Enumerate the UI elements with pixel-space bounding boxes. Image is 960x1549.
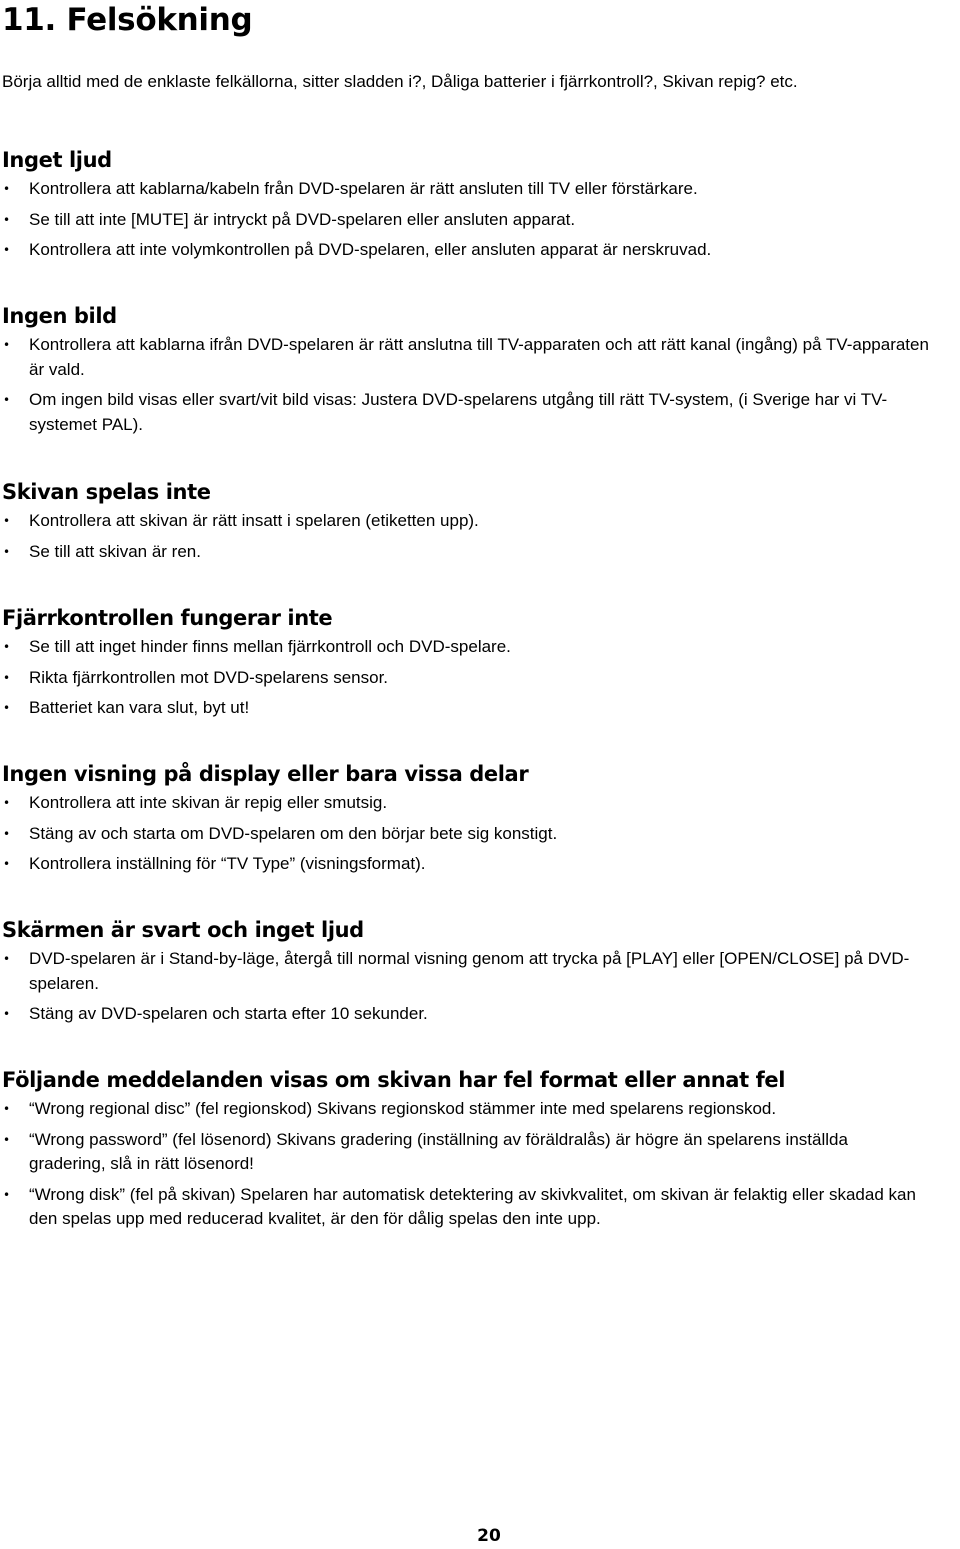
list-item (0, 333, 929, 382)
section-heading: Ingen bild (2, 304, 117, 328)
list-item (0, 947, 929, 996)
bullet-icon: • (3, 1007, 11, 1021)
bullet-list (0, 333, 960, 437)
intro-paragraph: Börja alltid med de enklaste felkällorna, sitter sladden i?, Dåliga batterier i fjärrkontroll?, Skivan repig? etc. (2, 72, 798, 91)
list-item-text: Rikta fjärrkontrollen mot DVD-spelarens sensor. (29, 667, 389, 687)
bullet-icon: • (3, 182, 11, 196)
bullet-icon: • (3, 393, 11, 407)
list-item (0, 1128, 929, 1177)
list-item (0, 208, 929, 233)
page-title: 11. Felsökning (2, 2, 253, 38)
list-item (0, 635, 929, 660)
list-item (0, 388, 929, 437)
list-item-text: Kontrollera att inte volymkontrollen på DVD-spelaren, eller ansluten apparat är nerskruvad. (29, 240, 712, 259)
section-fjarrkontrollen (0, 603, 960, 727)
bullet-icon: • (3, 826, 11, 841)
bullet-icon: • (3, 544, 11, 559)
bullet-icon: • (3, 1132, 11, 1147)
bullet-list (0, 1097, 960, 1232)
list-item-text: Kontrollera att inte skivan är repig eller smutsig. (29, 793, 388, 812)
bullet-icon: • (3, 670, 11, 685)
bullet-icon: • (3, 243, 11, 257)
bullet-icon: • (3, 952, 11, 966)
list-item-text: “Wrong disk” (fel på skivan) Spelaren har automatisk detektering av skivkvalitet, om skivan är felaktig eller skadad kan den spelas upp med reducerad kvalitet, är den för dålig spelas den inte upp. (29, 1184, 916, 1228)
list-item-text: Stäng av DVD-spelaren och starta efter 10 sekunder. (29, 1004, 428, 1023)
list-item (0, 1183, 929, 1232)
section-heading: Följande meddelanden visas om skivan har fel format eller annat fel (2, 1068, 786, 1092)
list-item-text: Kontrollera att kablarna/kabeln från DVD-spelaren är rätt ansluten till TV eller förstärkare. (29, 179, 698, 198)
section-skivan-spelas-inte (0, 477, 960, 570)
list-item (0, 852, 929, 877)
section-heading: Skivan spelas inte (2, 480, 211, 504)
list-item-text: Se till att inget hinder finns mellan fjärrkontroll och DVD-spelare. (29, 637, 511, 656)
list-item-text: “Wrong password” (fel lösenord) Skivans gradering (inställning av föräldralås) är högre än spelarens inställda gradering, slå in rätt lösenord! (29, 1129, 848, 1173)
list-item-text: Se till att skivan är ren. (29, 541, 201, 561)
bullet-icon: • (3, 640, 11, 654)
bullet-icon: • (3, 857, 11, 871)
list-item-text: Om ingen bild visas eller svart/vit bild visas: Justera DVD-spelarens utgång till rätt TV-system, (i Sverige har vi TV-systemet PAL). (29, 390, 888, 434)
bullet-list (0, 177, 960, 263)
section-ingen-bild (0, 301, 960, 443)
list-item (0, 1097, 929, 1122)
list-item-text: DVD-spelaren är i Stand-by-läge, återgå till normal visning genom att trycka på [PLAY] eller [OPEN/CLOSE] på DVD-spelaren. (29, 949, 910, 993)
list-item-text: Batteriet kan vara slut, byt ut! (29, 698, 250, 717)
section-foljande-meddelanden (0, 1065, 960, 1238)
bullet-icon: • (3, 1187, 11, 1202)
section-ingen-visning (0, 759, 960, 883)
list-item (0, 666, 929, 691)
list-item (0, 509, 929, 534)
bullet-list (0, 635, 960, 721)
bullet-list (0, 509, 960, 564)
list-item (0, 1002, 929, 1027)
bullet-icon: • (3, 212, 11, 227)
bullet-icon: • (3, 1102, 11, 1116)
section-heading: Ingen visning på display eller bara vissa delar (2, 762, 529, 786)
section-heading: Inget ljud (2, 148, 112, 172)
list-item (0, 177, 929, 202)
section-skarmen-ar-svart (0, 915, 960, 1033)
list-item (0, 791, 929, 816)
list-item (0, 540, 929, 565)
bullet-icon: • (3, 338, 11, 352)
bullet-icon: • (3, 796, 11, 810)
list-item-text: Kontrollera inställning för “TV Type” (visningsformat). (29, 854, 426, 873)
section-inget-ljud (0, 145, 960, 269)
bullet-icon: • (3, 514, 11, 528)
list-item-text: Stäng av och starta om DVD-spelaren om den börjar bete sig konstigt. (29, 823, 558, 843)
list-item (0, 238, 929, 263)
list-item (0, 696, 929, 721)
list-item-text: Kontrollera att kablarna ifrån DVD-spelaren är rätt anslutna till TV-apparaten och att rätt kanal (ingång) på TV-apparaten är vald. (29, 335, 929, 379)
bullet-list (0, 947, 960, 1027)
bullet-icon: • (3, 701, 11, 715)
list-item (0, 822, 929, 847)
list-item-text: “Wrong regional disc” (fel regionskod) Skivans regionskod stämmer inte med spelarens regionskod. (29, 1099, 777, 1118)
bullet-list (0, 791, 960, 877)
section-heading: Skärmen är svart och inget ljud (2, 918, 364, 942)
list-item-text: Kontrollera att skivan är rätt insatt i spelaren (etiketten upp). (29, 511, 479, 530)
section-heading: Fjärrkontrollen fungerar inte (2, 606, 333, 630)
page-number: 20 (477, 1526, 501, 1546)
list-item-text: Se till att inte [MUTE] är intryckt på DVD-spelaren eller ansluten apparat. (29, 209, 576, 229)
